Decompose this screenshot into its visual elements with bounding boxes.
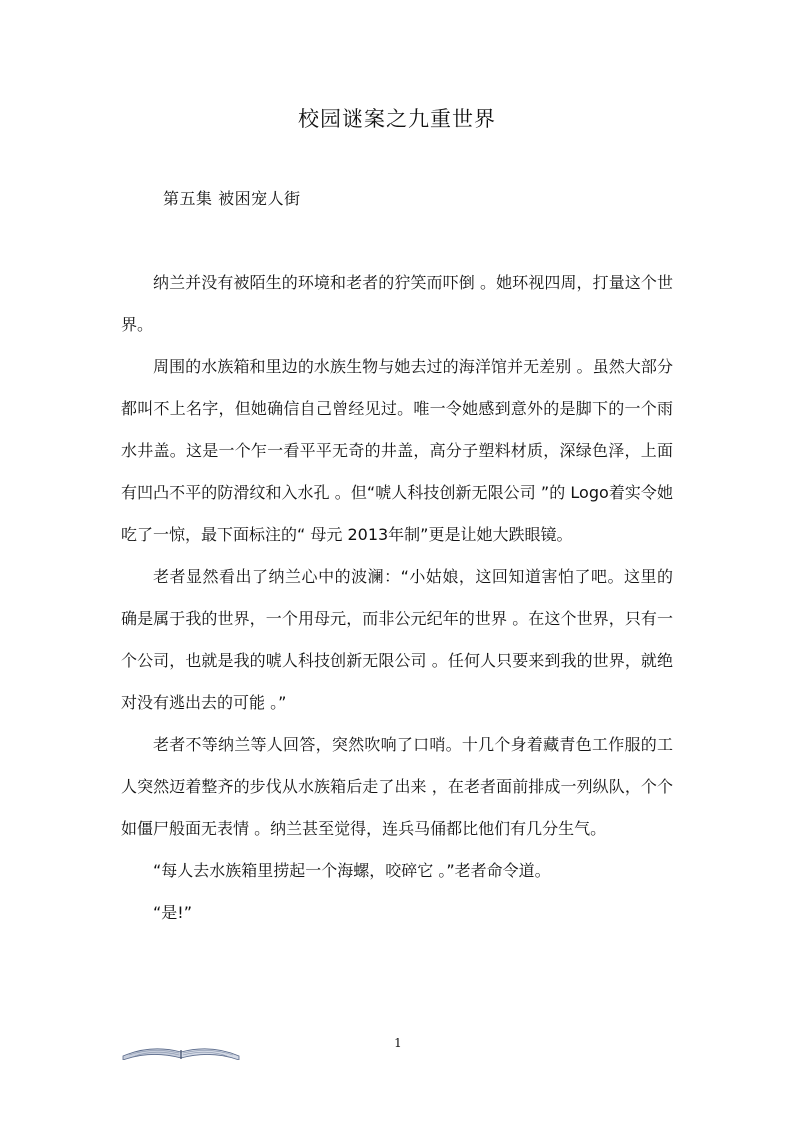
chapter-heading: 第五集 被困宠人街	[163, 189, 301, 208]
paragraph: 老者显然看出了纳兰心中的波澜：“小姑娘，这回知道害怕了吧。这里的确是属于我的世界，一个用母元，而非公元纪年的世界 。在这个世界，只有一个公司，也就是我的唬人科技创新无限公司 。任何人只要来到我的世界，就绝对没有逃出去的可能 。”	[121, 567, 673, 712]
paragraph: 周围的水族箱和里边的水族生物与她去过的海洋馆并无差别 。虽然大部分都叫不上名字，但她确信自己曾经见过。唯一令她感到意外的是脚下的一个雨水井盖。这是一个乍一看平平无奇的井盖，高分子塑料材质，深绿色泽，上面有凹凸不平的防滑纹和入水孔 。但“唬人科技创新无限公司 ”的 Logo着实令她吃了一惊，最下面标注的“ 母元 2013年制”更是让她大跌眼镜。	[121, 357, 673, 544]
page-number: 1	[394, 1036, 402, 1050]
paragraph: “每人去水族箱里捞起一个海螺，咬碎它 。”老者命令道。	[153, 861, 551, 880]
paragraph: 纳兰并没有被陌生的环境和老者的狞笑而吓倒 。她环视四周，打量这个世界。	[121, 273, 673, 334]
paragraph: 老者不等纳兰等人回答，突然吹响了口哨。十几个身着藏青色工作服的工人突然迈着整齐的步伐从水族箱后走了出来 ，在老者面前排成一列纵队，个个如僵尸般面无表情 。纳兰甚至觉得，连兵马俑都比他们有几分生气。	[121, 735, 673, 838]
open-book-icon	[121, 1038, 241, 1060]
paragraph: “是!”	[153, 903, 192, 922]
document-body	[121, 262, 673, 934]
document-title: 校园谜案之九重世界	[298, 107, 496, 131]
